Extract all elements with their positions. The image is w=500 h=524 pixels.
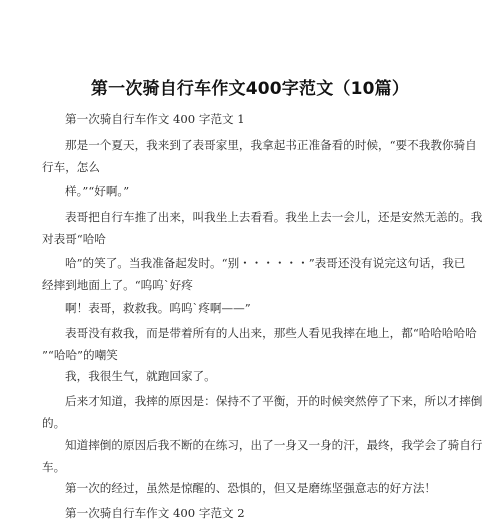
section-heading: 第一次骑自行车作文 400 字范文 1: [65, 112, 245, 126]
paragraph-line: 第一次的经过，虽然是惊醒的、恐惧的，但又是磨练坚强意志的好方法！: [65, 481, 437, 495]
paragraph-line: 表哥没有救我，而是带着所有的人出来，那些人看见我摔在地上，都“哈哈哈哈哈: [65, 326, 477, 340]
paragraph-line: 后来才知道，我摔的原因是：保持不了平衡，开的时候突然停了下来，所以才摔倒: [65, 394, 483, 408]
paragraph-line: 的。: [42, 416, 66, 430]
paragraph: [42, 390, 483, 434]
paragraph: [42, 180, 458, 202]
paragraph: [42, 206, 483, 250]
paragraph-line: 表哥把自行车推了出来，叫我坐上去看看。我坐上去一会儿，还是安然无恙的。我: [65, 210, 483, 224]
section-heading: 第一次骑自行车作文 400 字范文 2: [65, 506, 245, 520]
paragraph: [42, 365, 458, 387]
paragraph: [42, 434, 483, 478]
paragraph-line: 那是一个夏天，我来到了表哥家里，我拿起书正准备看的时候，“要不我教你骑自: [65, 138, 477, 152]
paragraph-line: 对表哥“哈哈: [42, 232, 106, 246]
paragraph-line: 知道摔倒的原因后我不断的在练习，出了一身又一身的汗，最终，我学会了骑自行: [65, 438, 483, 452]
paragraph: [42, 297, 458, 319]
paragraph-line: 我，我很生气，就跑回家了。: [65, 369, 216, 383]
paragraph: [42, 322, 477, 366]
paragraph: [42, 477, 458, 499]
paragraph-line: 车。: [42, 460, 66, 474]
paragraph-line: 样。”“好啊。”: [65, 184, 130, 198]
paragraph: [42, 252, 466, 296]
paragraph: [42, 108, 458, 130]
paragraph-line: 哈”的笑了。当我准备起发时。“别・・・・・・”表哥还没有说完这句话，我已: [65, 256, 466, 270]
paragraph: [42, 502, 458, 524]
paragraph-line: 经摔到地面上了。“呜呜`好疼: [42, 278, 193, 292]
paragraph-line: 啊！表哥，救救我。呜呜`疼啊——”: [65, 301, 251, 315]
paragraph-line: 行车，怎么: [42, 160, 100, 174]
document-title: 第一次骑自行车作文400字范文（10篇）: [90, 79, 410, 99]
paragraph-line: ”“哈哈”的嘲笑: [42, 348, 118, 362]
paragraph: [42, 134, 477, 178]
